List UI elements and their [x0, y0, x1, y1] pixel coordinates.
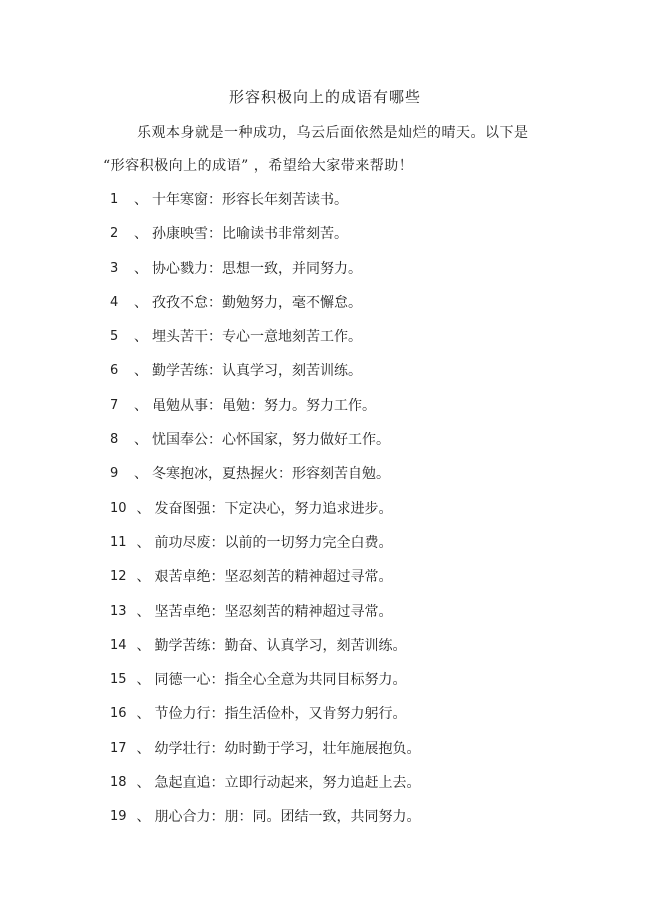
idiom-name: 十年寒窗: [152, 192, 208, 208]
idiom-meaning: 勤奋、认真学习，刻苦训练。: [224, 637, 407, 654]
item-separator: 、: [134, 294, 148, 311]
item-number: 14: [110, 637, 127, 653]
list-item: [110, 739, 421, 773]
item-separator: 、: [134, 226, 148, 243]
item-separator: 、: [134, 466, 148, 483]
idiom-name: 协心戮力: [152, 260, 208, 277]
idiom-name: 急起直追: [154, 775, 211, 792]
item-separator: 、: [136, 534, 151, 551]
item-number: 18: [110, 775, 127, 791]
idiom-name: 孜孜不怠: [152, 294, 208, 311]
idiom-meaning: 指全心全意为共同目标努力。: [224, 672, 407, 689]
item-number: 3: [110, 260, 119, 276]
idiom-colon: ：: [210, 603, 225, 620]
idiom-colon: ：: [208, 294, 222, 311]
document-title: 形容积极向上的成语有哪些: [228, 88, 421, 106]
idiom-meaning: 坚忍刻苦的精神超过寻常。: [224, 603, 393, 620]
idiom-name: 前功尽废: [154, 534, 211, 551]
idiom-name: 埋头苦干: [152, 329, 208, 346]
list-item: [110, 704, 421, 738]
item-separator: 、: [136, 809, 151, 826]
idiom-colon: ：: [210, 500, 225, 517]
item-separator: 、: [134, 432, 148, 449]
idiom-colon: ：: [210, 534, 225, 551]
list-item: [110, 567, 421, 601]
idiom-meaning: 形容长年刻苦读书。: [222, 192, 348, 208]
item-separator: 、: [136, 706, 151, 723]
list-item: [110, 602, 421, 636]
intro-line-2: “形容积极向上的成语” ，希望给大家带来帮助！: [103, 158, 414, 174]
idiom-colon: ：: [208, 260, 222, 277]
intro-line-1: 乐观本身就是一种成功，乌云后面依然是灿烂的晴天。以下是: [137, 125, 529, 141]
item-separator: 、: [134, 192, 148, 208]
list-item: [110, 636, 421, 670]
item-separator: 、: [136, 637, 151, 654]
idiom-meaning: 幼时勤于学习，壮年施展抱负。: [224, 740, 421, 757]
list-item: [110, 327, 421, 361]
idiom-name: 同德一心: [154, 672, 211, 689]
item-number: 7: [110, 397, 119, 413]
idiom-colon: ：: [210, 809, 225, 826]
item-number: 12: [110, 569, 127, 585]
idiom-colon: ：: [278, 466, 292, 483]
list-item: [110, 430, 421, 464]
idiom-colon: ：: [210, 637, 225, 654]
item-number: 1: [110, 192, 119, 207]
idiom-meaning: 指生活俭朴，又肯努力躬行。: [224, 706, 407, 723]
idiom-meaning: 以前的一切努力完全白费。: [224, 534, 393, 551]
list-item: [110, 361, 421, 395]
idiom-name: 黾勉从事: [152, 397, 208, 414]
idiom-meaning: 黾勉：努力。努力工作。: [222, 397, 376, 414]
idiom-name: 冬寒抱冰，夏热握火: [152, 466, 278, 483]
item-separator: 、: [134, 397, 148, 414]
idiom-meaning: 勤勉努力，毫不懈怠。: [222, 294, 362, 311]
idiom-list: [110, 190, 421, 842]
item-separator: 、: [136, 775, 151, 792]
idiom-name: 坚苦卓绝: [154, 603, 211, 620]
idiom-name: 孙康映雪: [152, 226, 208, 243]
idiom-name: 发奋图强: [154, 500, 211, 517]
idiom-meaning: 认真学习，刻苦训练。: [222, 363, 362, 380]
item-separator: 、: [136, 603, 151, 620]
idiom-name: 勤学苦练: [154, 637, 211, 654]
item-number: 4: [110, 294, 119, 310]
list-item: [110, 533, 421, 567]
item-number: 19: [110, 809, 127, 825]
idiom-colon: ：: [208, 226, 222, 243]
idiom-colon: ：: [210, 775, 225, 792]
item-number: 9: [110, 466, 119, 482]
item-number: 16: [110, 706, 127, 722]
idiom-colon: ：: [208, 192, 222, 208]
idiom-meaning: 坚忍刻苦的精神超过寻常。: [224, 569, 393, 586]
idiom-meaning: 朋：同。团结一致，共同努力。: [224, 809, 421, 826]
idiom-name: 艰苦卓绝: [154, 569, 211, 586]
idiom-colon: ：: [208, 397, 222, 414]
idiom-colon: ：: [208, 363, 222, 380]
list-item: [110, 396, 421, 430]
item-separator: 、: [136, 500, 151, 517]
list-item: [110, 190, 421, 224]
idiom-colon: ：: [210, 672, 225, 689]
list-item: [110, 293, 421, 327]
idiom-meaning: 立即行动起来，努力追赶上去。: [224, 775, 421, 792]
idiom-name: 朋心合力: [154, 809, 211, 826]
item-number: 8: [110, 432, 119, 448]
list-item: [110, 259, 421, 293]
idiom-colon: ：: [208, 432, 222, 449]
list-item: [110, 499, 421, 533]
item-number: 15: [110, 672, 127, 688]
idiom-meaning: 形容刻苦自勉。: [292, 466, 390, 483]
list-item: [110, 773, 421, 807]
idiom-meaning: 下定决心，努力追求进步。: [224, 500, 393, 517]
idiom-colon: ：: [210, 706, 225, 723]
item-separator: 、: [136, 672, 151, 689]
item-number: 11: [110, 534, 127, 550]
idiom-colon: ：: [210, 740, 225, 757]
idiom-name: 节俭力行: [154, 706, 211, 723]
list-item: [110, 224, 421, 258]
item-number: 17: [110, 740, 127, 756]
item-separator: 、: [136, 740, 151, 757]
item-number: 2: [110, 226, 119, 242]
idiom-meaning: 比喻读书非常刻苦。: [222, 226, 348, 243]
item-number: 10: [110, 500, 127, 516]
item-separator: 、: [134, 260, 148, 277]
list-item: [110, 670, 421, 704]
idiom-meaning: 专心一意地刻苦工作。: [222, 329, 362, 346]
item-separator: 、: [136, 569, 151, 586]
item-number: 6: [110, 363, 119, 379]
idiom-name: 忧国奉公: [152, 432, 208, 449]
list-item: [110, 464, 421, 498]
item-separator: 、: [134, 363, 148, 380]
item-number: 5: [110, 329, 119, 345]
idiom-meaning: 思想一致，并同努力。: [222, 260, 362, 277]
item-number: 13: [110, 603, 127, 619]
idiom-name: 幼学壮行: [154, 740, 211, 757]
idiom-meaning: 心怀国家，努力做好工作。: [222, 432, 390, 449]
idiom-name: 勤学苦练: [152, 363, 208, 380]
idiom-colon: ：: [210, 569, 225, 586]
idiom-colon: ：: [208, 329, 222, 346]
list-item: [110, 807, 421, 841]
item-separator: 、: [134, 329, 148, 346]
